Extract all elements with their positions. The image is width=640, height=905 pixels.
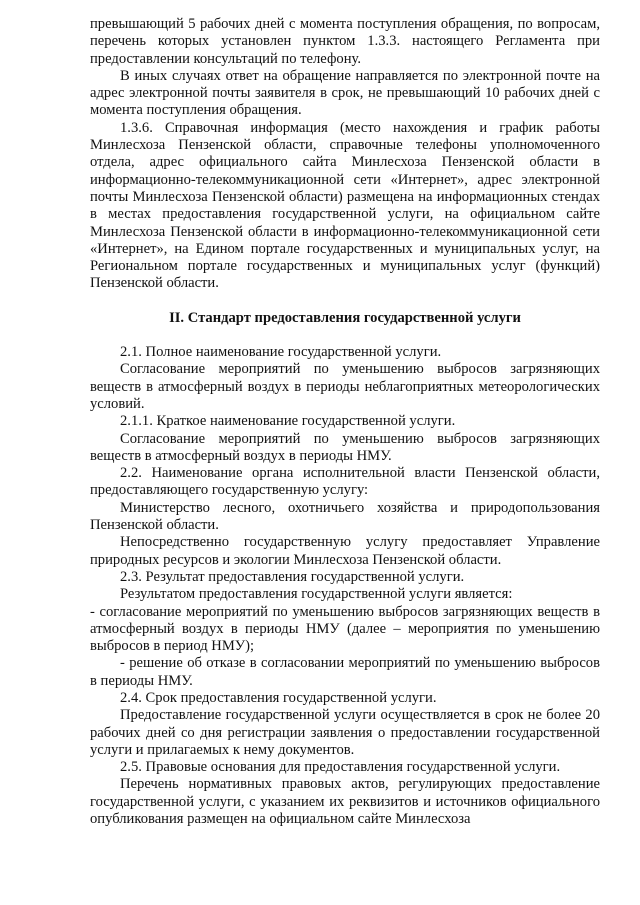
paragraph-p13: - согласование мероприятий по уменьшению выбросов загрязняющих веществ в атмосферный воздух в периоды НМУ (далее – мероприятия по уменьшению выбросов в период НМУ);: [90, 603, 600, 655]
paragraph-p2: В иных случаях ответ на обращение направляется по электронной почте на адрес электронной почты заявителя в срок, не превышающий 10 рабочих дней с момента поступления обращения.: [90, 67, 600, 119]
paragraph-p16: Предоставление государственной услуги осуществляется в срок не более 20 рабочих дней со дня регистрации заявления о предоставлении государственной услуги и прилагаемых к нему документов.: [90, 707, 600, 758]
paragraph-p18: Перечень нормативных правовых актов, регулирующих предоставление государственной услуги, с указанием их реквизитов и источников официального опубликования размещен на официальном сайте Минлесхоза: [90, 776, 600, 828]
paragraph-p14: - решение об отказе в согласовании мероприятий по уменьшению выбросов в периоды НМУ.: [90, 655, 600, 689]
paragraph-p4: 2.1. Полное наименование государственной услуги.: [120, 344, 442, 361]
paragraph-p8: 2.2. Наименование органа исполнительной власти Пензенской области, предоставляющего государственную услугу:: [90, 465, 600, 499]
paragraph-p11: 2.3. Результат предоставления государственной услуги.: [120, 568, 465, 585]
paragraph-p17: 2.5. Правовые основания для предоставления государственной услуги.: [120, 759, 561, 776]
paragraph-p5: Согласование мероприятий по уменьшению выбросов загрязняющих веществ в атмосферный воздух в периоды неблагоприятных метеорологических условий.: [90, 361, 600, 412]
paragraph-p12: Результатом предоставления государственной услуги является:: [120, 586, 513, 603]
paragraph-p1: превышающий 5 рабочих дней с момента поступления обращения, по вопросам, перечень которых установлен пунктом 1.3.3. настоящего Регламента при предоставлении консультаций по телефону.: [90, 16, 600, 67]
paragraph-p7: Согласование мероприятий по уменьшению выбросов загрязняющих веществ в атмосферный воздух в периоды НМУ.: [90, 430, 600, 464]
paragraph-p15: 2.4. Срок предоставления государственной услуги.: [120, 689, 437, 706]
section-heading: II. Стандарт предоставления государственной услуги: [169, 309, 521, 326]
paragraph-p6: 2.1.1. Краткое наименование государственной услуги.: [120, 413, 456, 430]
paragraph-p10: Непосредственно государственную услугу предоставляет Управление природных ресурсов и экологии Минлесхоза Пензенской области.: [90, 534, 600, 568]
paragraph-p9: Министерство лесного, охотничьего хозяйства и природопользования Пензенской области.: [90, 499, 600, 534]
document-page: [90, 16, 600, 828]
paragraph-p3: 1.3.6. Справочная информация (место нахождения и график работы Минлесхоза Пензенской области, справочные телефоны уполномоченного отдела, адрес официального сайта Минлесхоза Пензенской области в информационно-телекоммуникационной сети «Интернет», адрес электронной почты Минлесхоза Пензенской области) размещена на информационных стендах в местах предоставления государственной услуги, на официальном сайте Минлесхоза Пензенской области в информационно-телекоммуникационной сети «Интернет», на Едином портале государственных и муниципальных услуг, на Региональном портале государственных и муниципальных услуг (функций) Пензенской области.: [90, 119, 600, 292]
